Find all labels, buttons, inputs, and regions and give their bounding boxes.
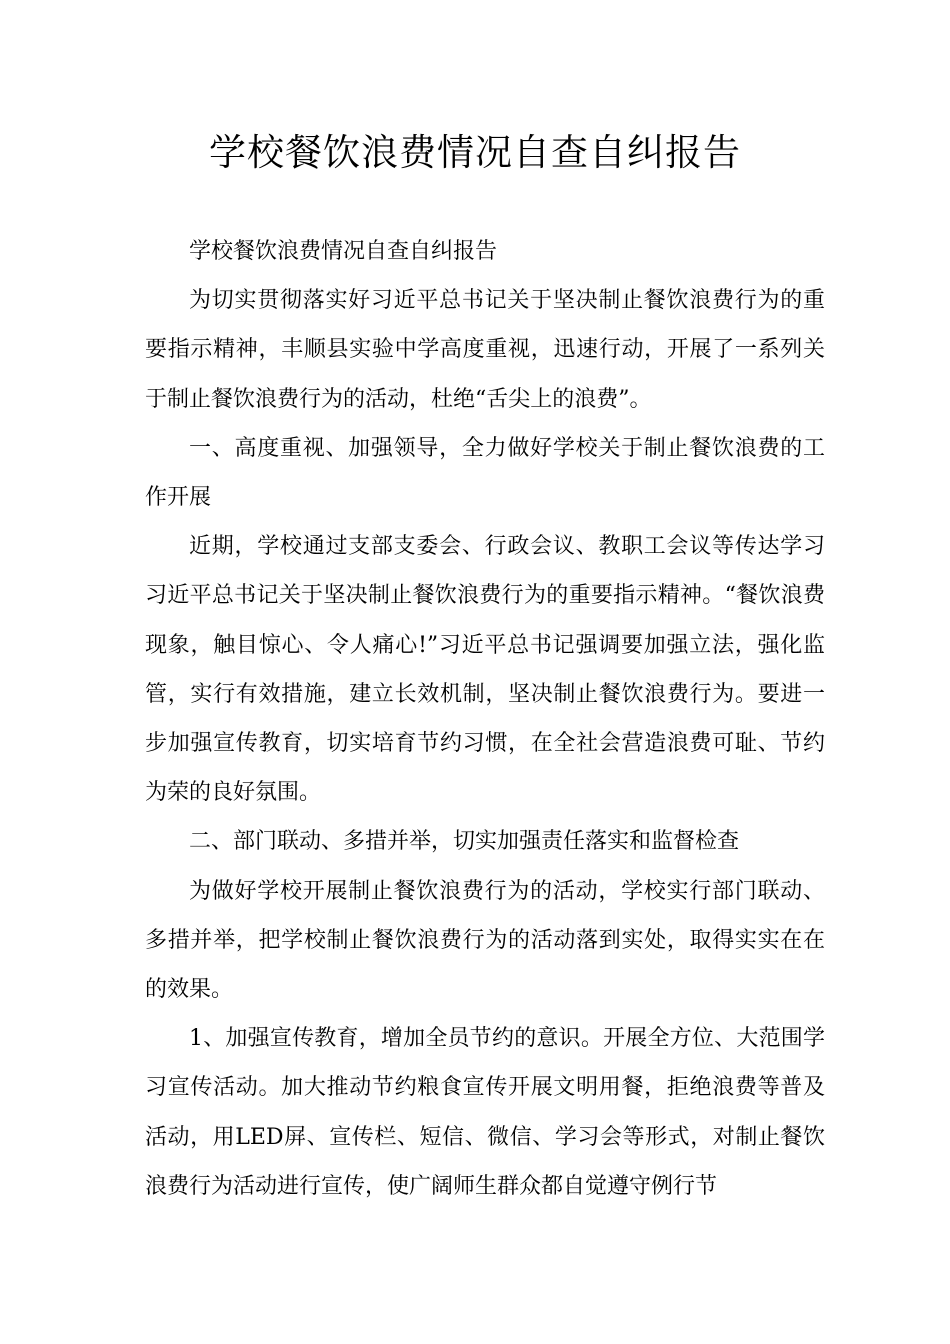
section-heading-2: 二、部门联动、多措并举，切实加强责任落实和监督检查: [189, 829, 740, 855]
paragraph-intro: 为切实贯彻落实好习近平总书记关于坚决制止餐饮浪费行为的重要指示精神，丰顺县实验中学高度重视，迅速行动，开展了一系列关于制止餐饮浪费行为的活动，杜绝“舌尖上的浪费”。: [145, 288, 825, 412]
document-body: [145, 227, 825, 1211]
paragraph-subtitle: 学校餐饮浪费情况自查自纠报告: [189, 239, 498, 264]
paragraph-item-1: 1、加强宣传教育，增加全员节约的意识。开展全方位、大范围学习宣传活动。加大推动节约粮食宣传开展文明用餐，拒绝浪费等普及活动，用LED屏、宣传栏、短信、微信、学习会等形式，对制止餐饮浪费行为活动进行宣传，使广阔师生群众都自觉遵守例行节: [145, 1026, 825, 1199]
paragraph-section-2: 为做好学校开展制止餐饮浪费行为的活动，学校实行部门联动、多措并举，把学校制止餐饮浪费行为的活动落到实处，取得实实在在的效果。: [145, 878, 825, 1003]
paragraph-section-1: 近期，学校通过支部支委会、行政会议、教职工会议等传达学习习近平总书记关于坚决制止餐饮浪费行为的重要指示精神。“餐饮浪费现象，触目惊心、令人痛心!”习近平总书记强调要加强立法，强化监管，实行有效措施，建立长效机制，坚决制止餐饮浪费行为。要进一步加强宣传教育，切实培育节约习惯，在全社会营造浪费可耻、节约为荣的良好氛围。: [145, 534, 825, 806]
document-title: 学校餐饮浪费情况自查自纠报告: [209, 131, 741, 174]
section-heading-1: 一、高度重视、加强领导，全力做好学校关于制止餐饮浪费的工作开展: [145, 435, 825, 511]
